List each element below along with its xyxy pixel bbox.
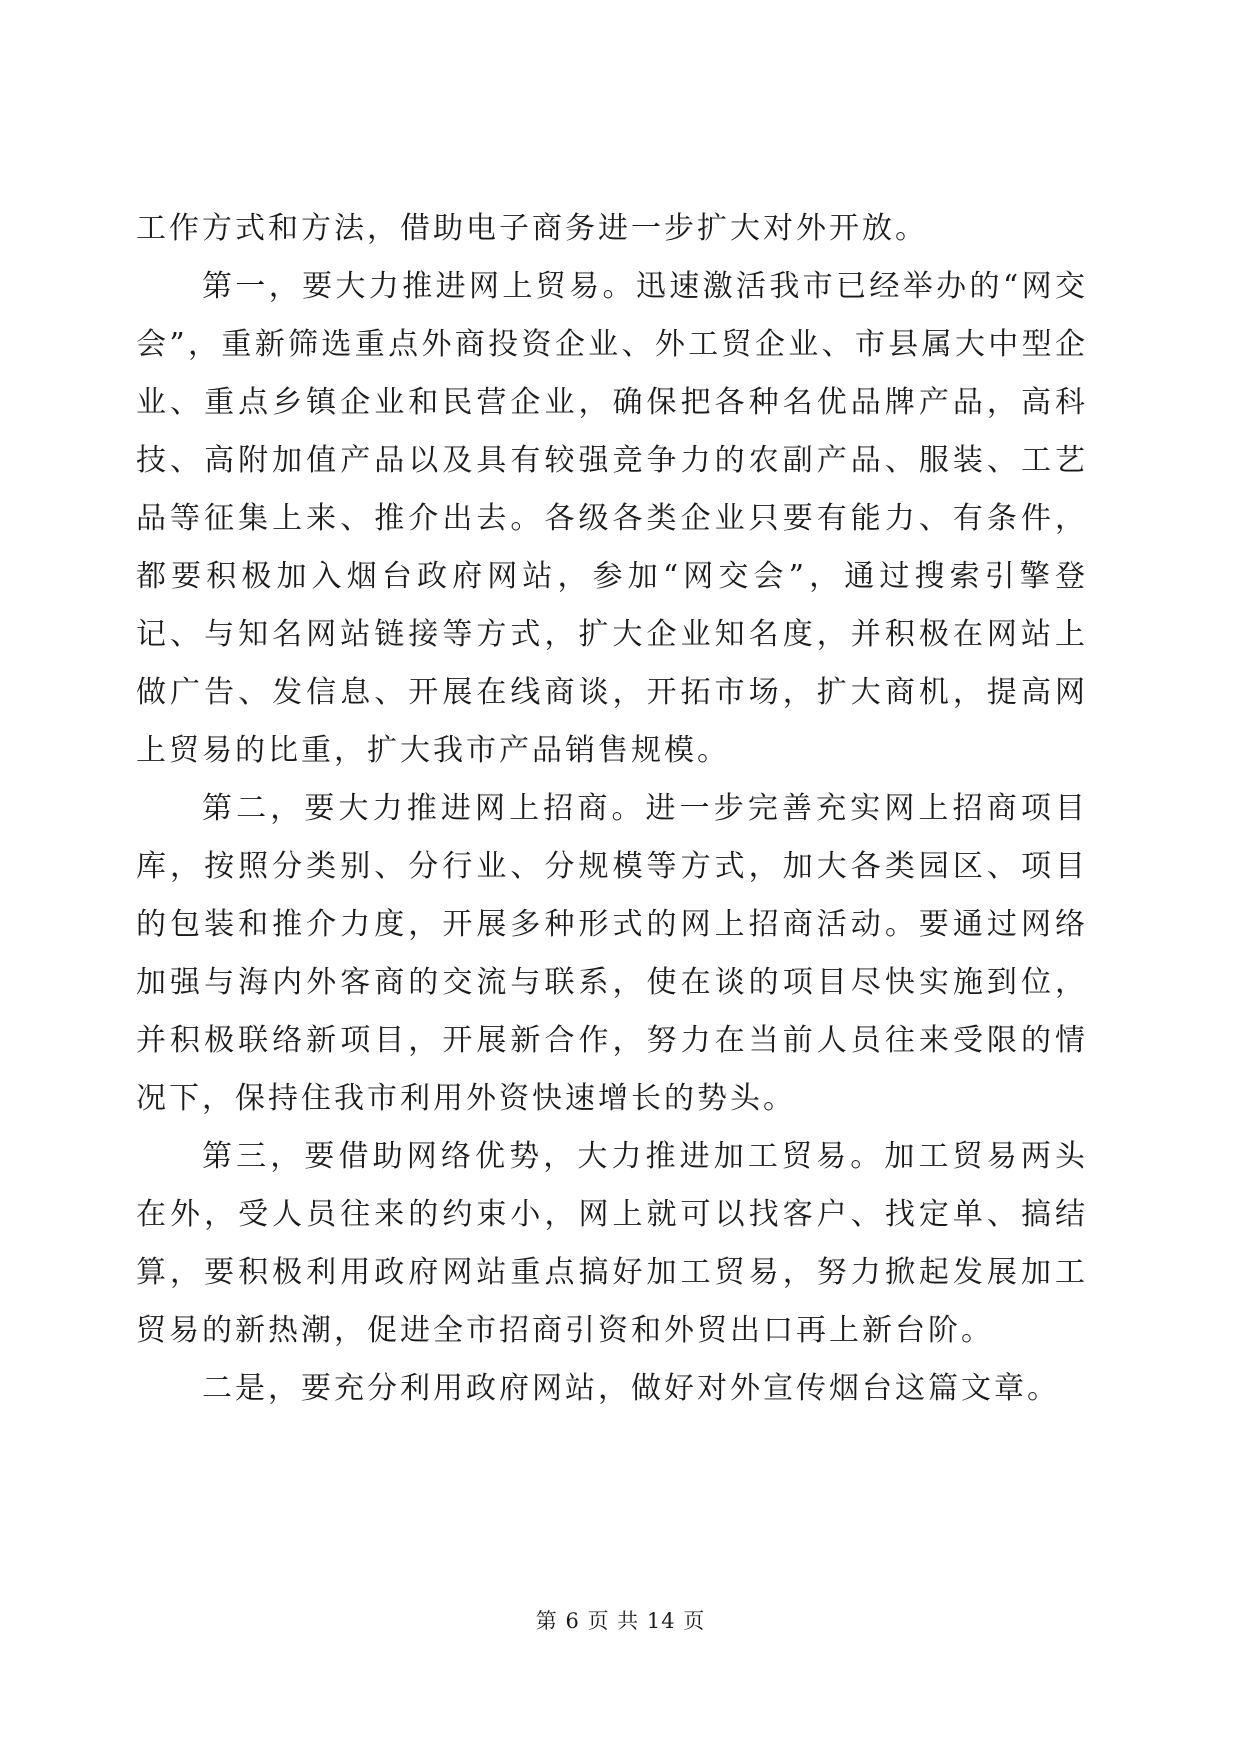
page-number-footer: 第 6 页 共 14 页 [535, 1609, 706, 1633]
paragraph-online-investment: 第二，要大力推进网上招商。进一步完善充实网上招商项目库，按照分类别、分行业、分规模等方式，加大各类园区、项目的包装和推介力度，开展多种形式的网上招商活动。要通过网络加强与海内外客商的交流与联系，使在谈的项目尽快实施到位，并积极联络新项目，开展新合作，努力在当前人员往来受限的情况下，保持住我市利用外资快速增长的势头。 [136, 791, 1088, 1116]
paragraph-publicity: 二是，要充分利用政府网站，做好对外宣传烟台这篇文章。 [202, 1371, 1060, 1406]
paragraph-processing-trade: 第三，要借助网络优势，大力推进加工贸易。加工贸易两头在外，受人员往来的约束小，网上就可以找客户、找定单、搞结算，要积极利用政府网站重点搞好加工贸易，努力掀起发展加工贸易的新热潮，促进全市招商引资和外贸出口再上新台阶。 [136, 1139, 1088, 1348]
paragraph-continuation: 工作方式和方法，借助电子商务进一步扩大对外开放。 [136, 211, 928, 246]
document-body [136, 200, 1088, 1418]
paragraph-online-trade: 第一，要大力推进网上贸易。迅速激活我市已经举办的“网交会”，重新筛选重点外商投资企业、外工贸企业、市县属大中型企业、重点乡镇企业和民营企业，确保把各种名优品牌产品，高科技、高附加值产品以及具有较强竞争力的农副产品、服装、工艺品等征集上来、推介出去。各级各类企业只要有能力、有条件，都要积极加入烟台政府网站，参加“网交会”，通过搜索引擎登记、与知名网站链接等方式，扩大企业知名度，并积极在网站上做广告、发信息、开展在线商谈，开拓市场，扩大商机，提高网上贸易的比重，扩大我市产品销售规模。 [136, 269, 1088, 768]
